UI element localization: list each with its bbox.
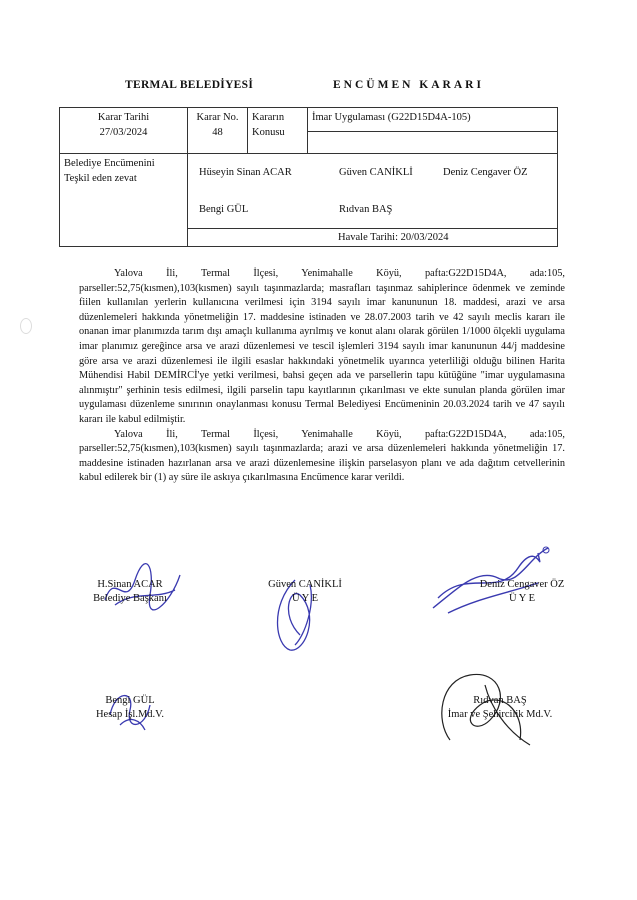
subject-label-line2: Konusu — [252, 127, 285, 138]
member-name: Hüseyin Sinan ACAR — [199, 167, 292, 178]
subject-value-cell — [308, 108, 558, 154]
signature-block-mayor — [70, 578, 190, 606]
decision-no-cell — [188, 108, 248, 154]
signature-block-member-1 — [245, 578, 365, 606]
signer-name: Rıdvan BAŞ — [473, 695, 527, 706]
signer-name: H.Sinan ACAR — [97, 579, 163, 590]
member-name: Rıdvan BAŞ — [339, 204, 393, 215]
body-paragraph-2: Yalova İli, Termal İlçesi, Yenimahalle Köyü, pafta:G22D15D4A, ada:105, parseller:52,75(kısmen),103(kısmen) sayılı taşınmazlarda; arazi ve arsa düzenlemeleri hakkında yönetmeliğin 17. maddesine istinaden hazırlanan arsa ve arazi düzenlemesine ilişkin parselasyon planı ve ada dağıtım cetvellerinin kabul edilerek bir (1) ay süre ile askıya çıkarılmasına Encümence karar verildi. — [79, 428, 565, 484]
council-label-line2: Teşkil eden zevat — [64, 173, 137, 184]
subject-label-cell — [248, 108, 308, 154]
signature-block-member-2 — [462, 578, 582, 606]
institution-title: TERMAL BELEDİYESİ — [125, 79, 254, 91]
signature-block-zoning — [420, 694, 580, 722]
referral-date: Havale Tarihi: 20/03/2024 — [188, 229, 558, 247]
document-type-title: ENCÜMEN KARARI — [333, 79, 484, 91]
decision-date-cell — [60, 108, 188, 154]
member-name: Deniz Cengaver ÖZ — [443, 167, 528, 178]
subject-label-line1: Kararın — [252, 112, 285, 123]
signer-title: Ü Y E — [508, 593, 536, 604]
signer-title: Belediye Başkanı — [93, 593, 167, 604]
decision-meta-table — [59, 107, 558, 247]
signer-name: Güven CANİKLİ — [268, 579, 342, 590]
council-label-cell — [60, 154, 188, 247]
signer-name: Deniz Cengaver ÖZ — [479, 579, 565, 590]
signer-name: Bengi GÜL — [105, 695, 155, 706]
signer-title: Ü Y E — [291, 593, 319, 604]
decision-date-value: 27/03/2024 — [99, 127, 148, 138]
subject-value: İmar Uygulaması (G22D15D4A-105) — [308, 108, 557, 132]
council-label-line1: Belediye Encümenini — [64, 158, 155, 169]
decision-no-label: Karar No. — [196, 112, 239, 123]
signature-block-finance — [70, 694, 190, 722]
member-name: Bengi GÜL — [199, 204, 249, 215]
decision-body — [79, 267, 565, 486]
member-name: Güven CANİKLİ — [339, 167, 413, 178]
binder-hole-mark — [20, 318, 32, 334]
body-paragraph-1: Yalova İli, Termal İlçesi, Yenimahalle Köyü, pafta:G22D15D4A, ada:105, parseller:52,75(kısmen),103(kısmen) sayılı taşınmazlarda; masrafları taşınmaz sahiplerince ödenmek ve zeminde fiilen kullanılan yerlerin kullanıcına verilmesi için 3194 sayılı imar kanununun 18. maddesi, arazi ve arsa düzenlemeleri hakkında yönetmeliğin 17. maddesine istinaden ve 28.07.2003 tarih ve 42 sayılı meclis kararı ile onanan imar planımızda tarım dışı amaçlı kullanıma ayrılmış ve konut alanı olarak görülen 1/1000 ölçekli uygulama imar planımız gereğince arsa ve arazi düzenlemesi ve tescil işlemleri 3194 sayılı imar kanununun 44/j maddesine göre arsa ve arazi düzenlemesi ile ilgili esaslar hakkındaki yönetmelik uyarınca yeterliliği olduğu bilinen Harita Mühendisi Habil DEMİRCİ'ye yetki verilmesi, bahsi geçen ada ve parsellerin tapu kütüğüne "imar uygulamasına alınmıştır" şerhinin tesis edilmesi, ilgili parselin tapu kayıtlarının çıkarılması ve ekte sunulan planda görülen imar uygulaması düzenleme sınırının onaylanması konusu Termal Belediyesi Encümeninin 20.03.2024 tarih ve 47 sayılı kararı ile kabul edilmiştir. — [79, 268, 565, 425]
decision-date-label: Karar Tarihi — [97, 112, 150, 123]
signer-title: Hesap İşl.Md.V. — [95, 709, 165, 720]
signer-title: İmar ve Şehircilik Md.V. — [447, 709, 553, 720]
council-members-cell — [188, 154, 558, 229]
decision-no-value: 48 — [212, 127, 223, 138]
